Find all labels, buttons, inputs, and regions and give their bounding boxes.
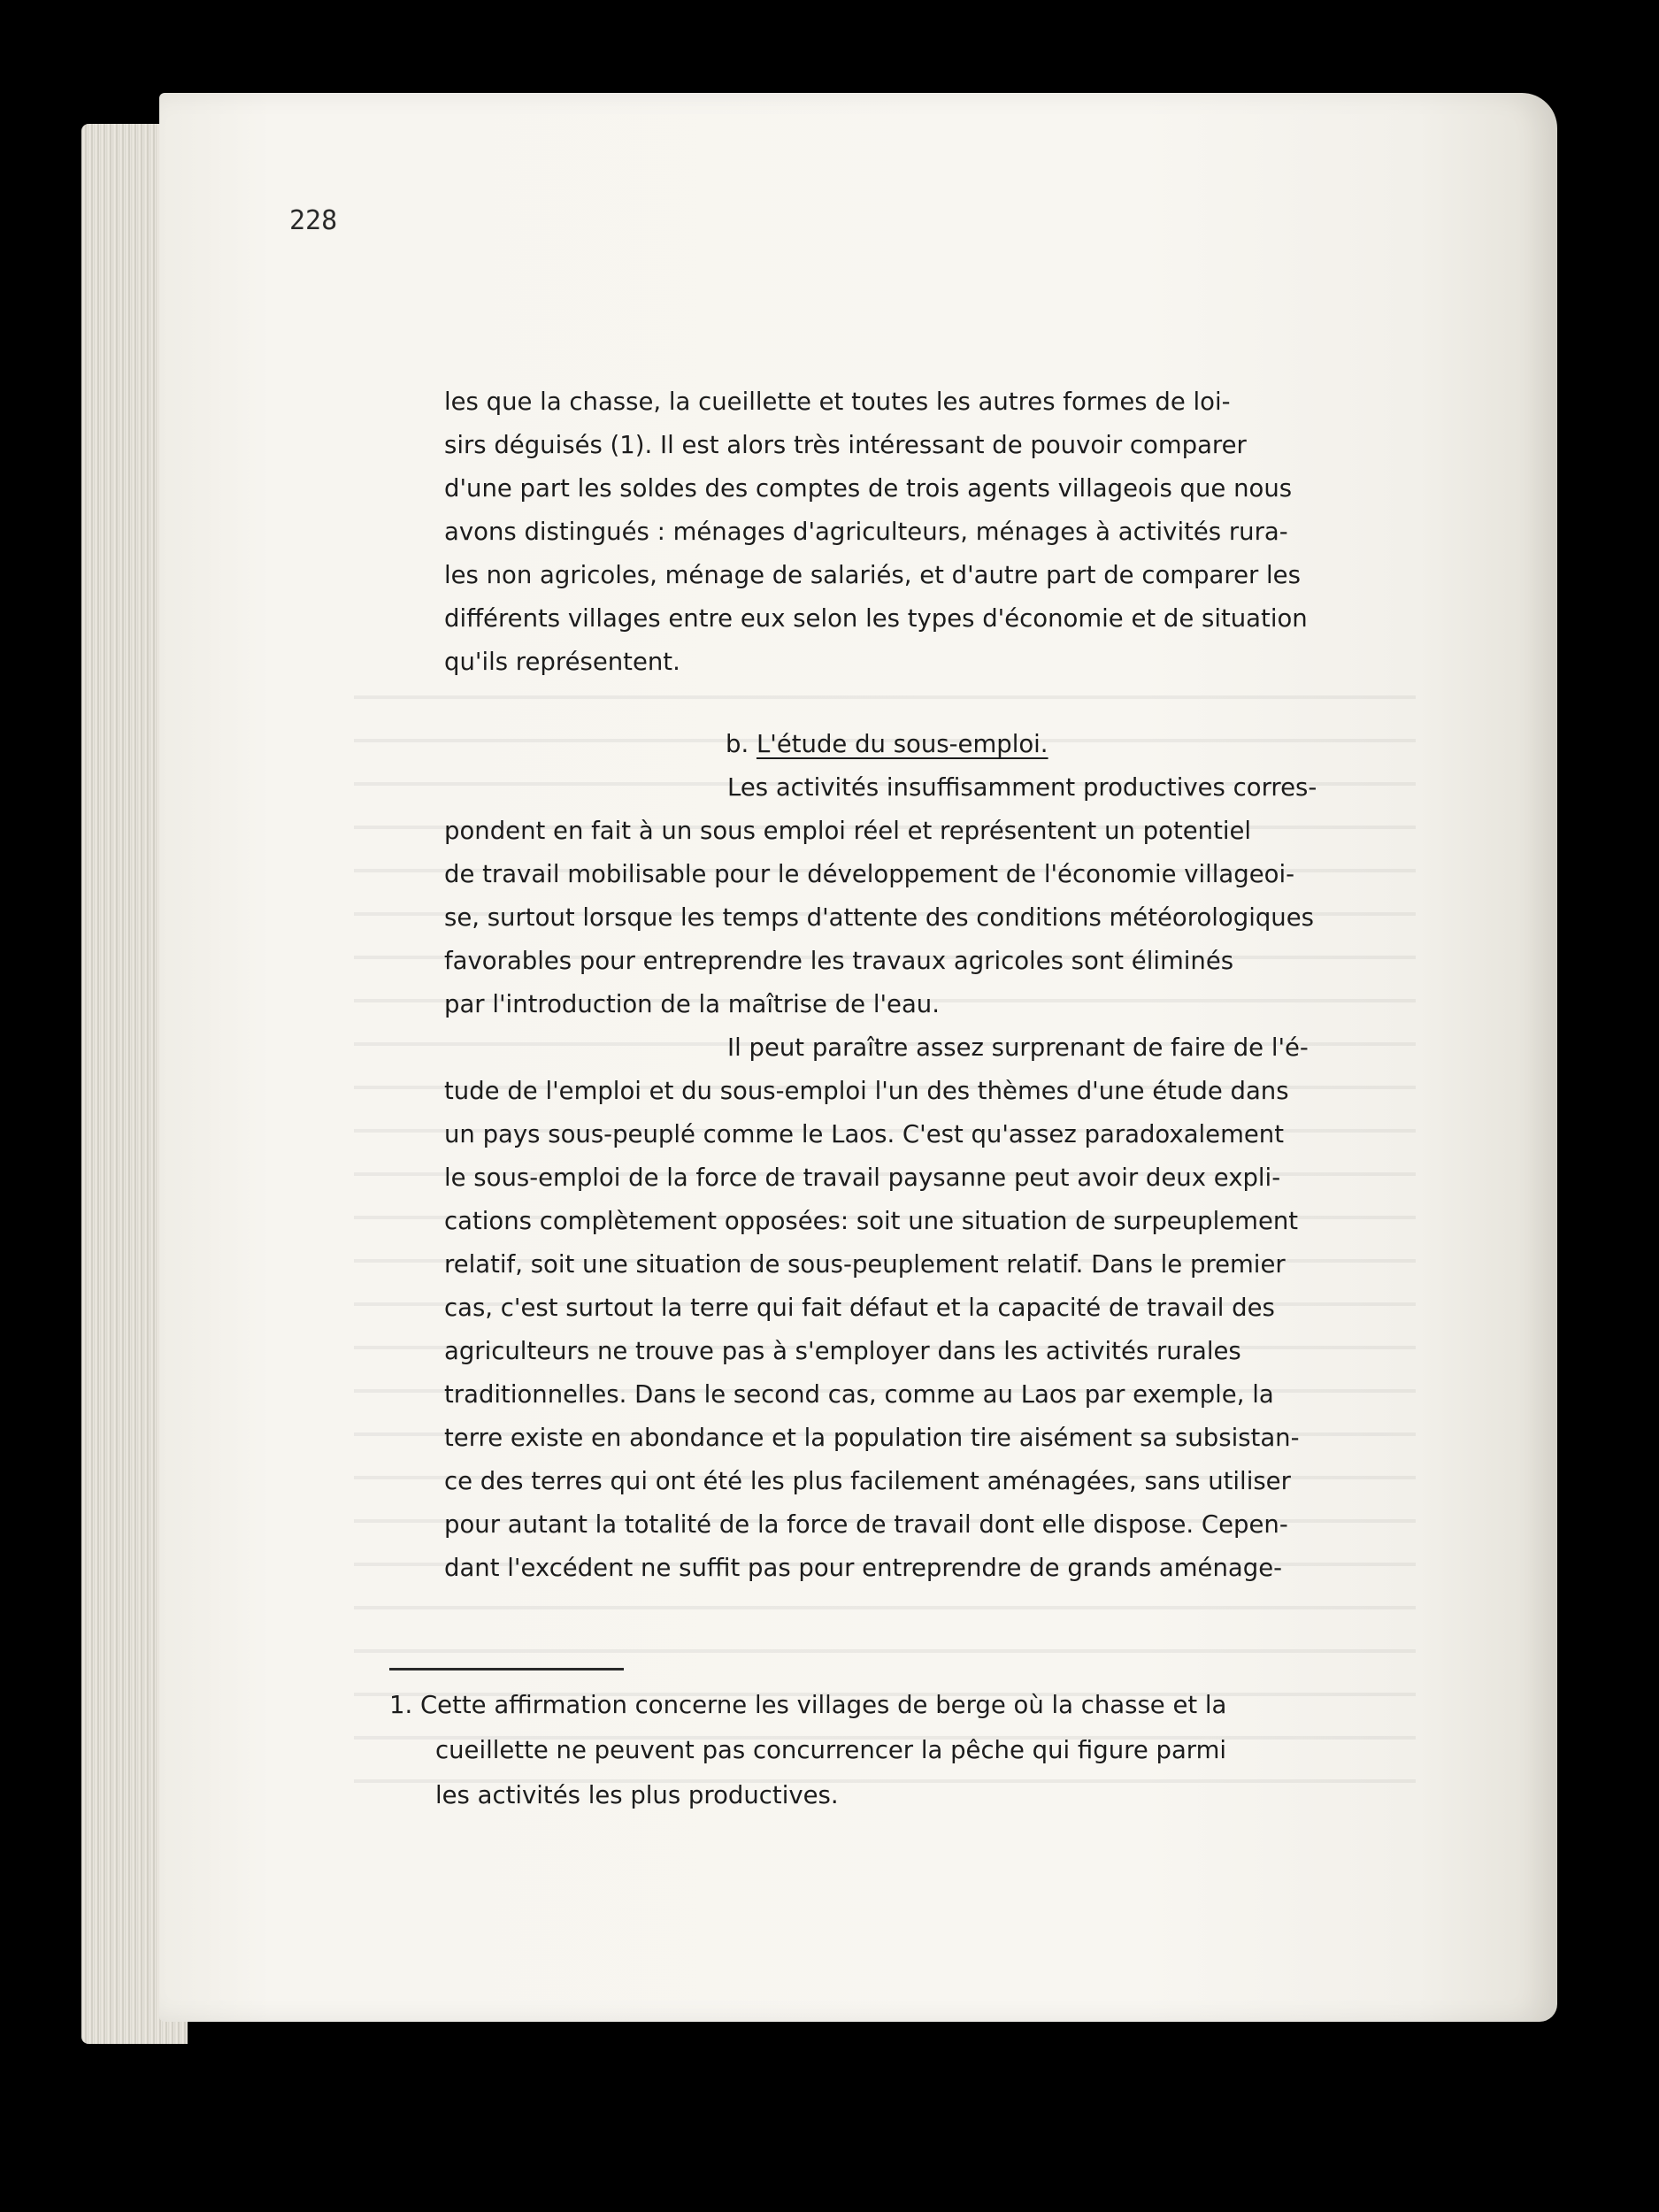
body-line: terre existe en abondance et la population tire aisément sa subsistan-: [444, 1424, 1300, 1452]
paragraph-first-line: Les activités insuffisamment productives corres-: [727, 773, 1317, 802]
body-line: cas, c'est surtout la terre qui fait défaut et la capacité de travail des: [444, 1294, 1275, 1322]
body-line: agriculteurs ne trouve pas à s'employer dans les activités rurales: [444, 1337, 1241, 1365]
section-heading-text: L'étude du sous-emploi.: [756, 730, 1048, 758]
body-line: les non agricoles, ménage de salariés, et d'autre part de comparer les: [444, 561, 1301, 589]
body-line: pour autant la totalité de la force de travail dont elle dispose. Cepen-: [444, 1510, 1288, 1539]
body-line: qu'ils représentent.: [444, 648, 680, 676]
section-heading-prefix: b.: [726, 730, 757, 758]
footnotes: [389, 1671, 1522, 1818]
body-line: dant l'excédent ne suffit pas pour entreprendre de grands aménage-: [444, 1554, 1283, 1582]
body-line: avons distingués : ménages d'agriculteurs, ménages à activités rura-: [444, 518, 1288, 546]
body-line: pondent en fait à un sous emploi réel et représentent un potentiel: [444, 817, 1252, 845]
body-line: relatif, soit une situation de sous-peuplement relatif. Dans le premier: [444, 1250, 1286, 1279]
footnote-line: 1. Cette affirmation concerne les villages de berge où la chasse et la: [389, 1691, 1227, 1719]
body-line: le sous-emploi de la force de travail paysanne peut avoir deux expli-: [444, 1164, 1281, 1192]
footnote-line: cueillette ne peuvent pas concurrencer la pêche qui figure parmi: [435, 1736, 1227, 1764]
body-line: se, surtout lorsque les temps d'attente des conditions météorologiques: [444, 903, 1314, 932]
page-number: 228: [289, 205, 338, 236]
body-line: de travail mobilisable pour le développement de l'économie villageoi-: [444, 860, 1295, 888]
body-line: favorables pour entreprendre les travaux agricoles sont éliminés: [444, 947, 1234, 975]
body-line: par l'introduction de la maîtrise de l'eau.: [444, 990, 940, 1018]
body-line: sirs déguisés (1). Il est alors très intéressant de pouvoir comparer: [444, 431, 1247, 459]
body-line: traditionnelles. Dans le second cas, comme au Laos par exemple, la: [444, 1380, 1274, 1409]
footnote-line: les activités les plus productives.: [435, 1781, 839, 1809]
body-line: cations complètement opposées: soit une situation de surpeuplement: [444, 1207, 1299, 1235]
body-line: d'une part les soldes des comptes de trois agents villageois que nous: [444, 474, 1293, 503]
body-line: ce des terres qui ont été les plus facilement aménagées, sans utiliser: [444, 1467, 1291, 1495]
section-heading: [444, 723, 1506, 766]
paragraph-first-line: Il peut paraître assez surprenant de faire de l'é-: [727, 1033, 1309, 1062]
body-line: un pays sous-peuplé comme le Laos. C'est qu'assez paradoxalement: [444, 1120, 1285, 1148]
body-line: tude de l'emploi et du sous-emploi l'un des thèmes d'une étude dans: [444, 1077, 1289, 1105]
body-line: les que la chasse, la cueillette et toutes les autres formes de loi-: [444, 388, 1231, 416]
body-line: différents villages entre eux selon les types d'économie et de situation: [444, 604, 1308, 633]
body-text: [444, 380, 1506, 1590]
